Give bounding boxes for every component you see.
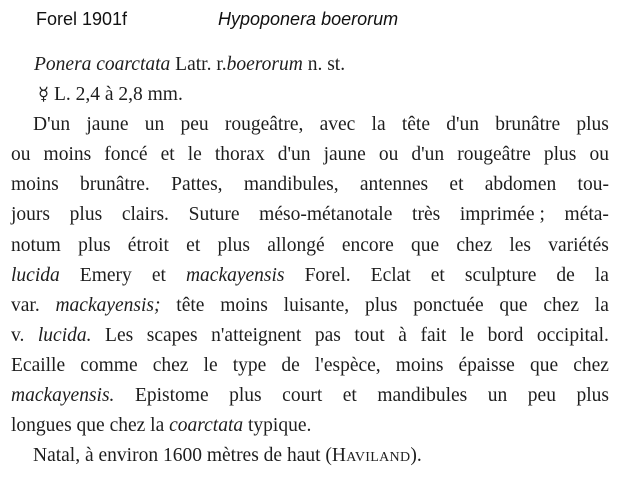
word: mandibules, [243,174,339,196]
word: étroit [127,234,169,256]
word: et [160,144,175,166]
text-line-9 [11,351,609,381]
word: plus [576,385,609,407]
word: moins [43,144,92,166]
word: plus [217,234,250,256]
text-line-7 [11,291,609,321]
locality-line [11,441,609,471]
word: ponctuée [413,294,484,316]
word: plus [69,204,103,226]
word: de [281,354,300,376]
word: plus [576,114,609,136]
genus-species: Ponera coarctata [34,54,171,75]
word: que [529,354,559,376]
word: fait [420,324,447,346]
word: la [150,415,165,437]
text-line-10 [11,381,609,411]
taxon-heading [11,50,609,80]
taxon-label: Hypoponera boerorum [218,9,399,29]
word: un [144,114,165,136]
word: plus [543,144,577,166]
word: court [282,385,323,407]
word: ou [378,144,399,166]
word: très [412,204,441,226]
word: pas [314,324,341,346]
word: le [203,354,218,376]
word: mackayensis; [55,294,161,316]
worker-symbol-icon: ☿ [38,84,50,106]
word: Emery [79,264,132,286]
word: variétés [548,234,609,256]
word: peu [527,385,556,407]
word: peu [180,114,209,136]
measure-text: L. 2,4 à 2,8 mm. [53,84,183,106]
word: lucida. [37,324,92,346]
word: épaisse [458,354,515,376]
text-line-2 [11,140,609,170]
word: clairs. [121,204,169,226]
text-line-1 [11,110,609,140]
word: coarctata [169,415,244,437]
word: de [556,264,575,286]
word: le [459,324,475,346]
locality-text: Natal, à environ 1600 mètres de haut ( [33,445,332,467]
word: un [487,385,508,407]
collector-name: Haviland [331,445,411,467]
word: n'atteignent [211,324,302,346]
word: tout [354,324,385,346]
word: Eclat [370,264,411,286]
word: typique. [248,415,312,437]
word: avec [319,114,356,136]
word: foncé [104,144,148,166]
word: et [449,174,464,196]
word: que [411,234,440,256]
locality-close: ). [410,445,422,467]
word: l'espèce, [314,354,381,376]
word: longues [11,415,72,437]
word: Forel. [304,264,351,286]
word: mandibules [377,385,468,407]
word: antennes [359,174,429,196]
word: mackayensis [185,264,285,286]
rank: r. [216,54,227,75]
text-line-11 [11,411,609,441]
word: et [151,264,166,286]
word: rougeâtre [457,144,531,166]
word: à [398,324,407,346]
authority: Latr. [175,54,212,75]
text-line-5 [11,231,609,261]
word: plus [78,234,111,256]
word: luisante, [283,294,350,316]
word: la [594,264,609,286]
measure-line [11,80,609,110]
word: la [594,294,609,316]
word: imprimée ; [459,204,545,226]
word: jours [11,204,50,226]
word: et [186,234,201,256]
word: scapes [146,324,198,346]
word: sculpture [464,264,537,286]
word: chez [456,234,493,256]
word: Epistome [134,385,209,407]
word: d'un [411,144,445,166]
word: tou- [577,174,609,196]
word: chez [152,354,189,376]
word: v. [11,324,25,346]
word: ou [589,144,609,166]
word: Pattes, [171,174,223,196]
word: bord [487,324,524,346]
text-line-6 [11,261,609,291]
word: moins [11,174,59,196]
word: chez [109,415,146,437]
word: jaune [86,114,129,136]
word: méta- [564,204,609,226]
word: que [76,415,105,437]
word: Ecaille [11,354,66,376]
word: Suture [188,204,240,226]
word: D'un [33,114,71,136]
word: ou [11,144,31,166]
word: tête [176,294,205,316]
word: abdomen [484,174,557,196]
word: lucida [11,264,60,286]
word: et [342,385,357,407]
text-line-8 [11,321,609,351]
word: plus [364,294,398,316]
word: mackayensis. [11,385,115,407]
word: brunâtre [495,114,561,136]
word: brunâtre. [79,174,150,196]
word: moins [395,354,444,376]
word: moins [220,294,268,316]
citation-label: Forel 1901f [36,9,128,29]
word: tête [401,114,430,136]
word: allongé [267,234,325,256]
word: comme [80,354,138,376]
word: thorax [214,144,265,166]
word: chez [543,294,580,316]
word: les [509,234,531,256]
word: chez [573,354,609,376]
word: plus [229,385,262,407]
word: jaune [323,144,366,166]
word: méso-métanotale [259,204,393,226]
description-text [11,50,609,471]
text-line-3 [11,170,609,200]
word: et [430,264,445,286]
word: Les [105,324,134,346]
word: var. [11,294,40,316]
word: type [232,354,267,376]
text-line-4 [11,200,609,230]
word: occipital. [536,324,609,346]
word: la [371,114,386,136]
subspecies-name: boerorum [226,54,303,75]
word: notum [11,234,61,256]
word: que [499,294,528,316]
word: d'un [446,114,479,136]
word: encore [341,234,394,256]
status: n. st. [307,54,346,75]
word: d'un [277,144,311,166]
word: rougeâtre, [224,114,304,136]
word: le [187,144,202,166]
